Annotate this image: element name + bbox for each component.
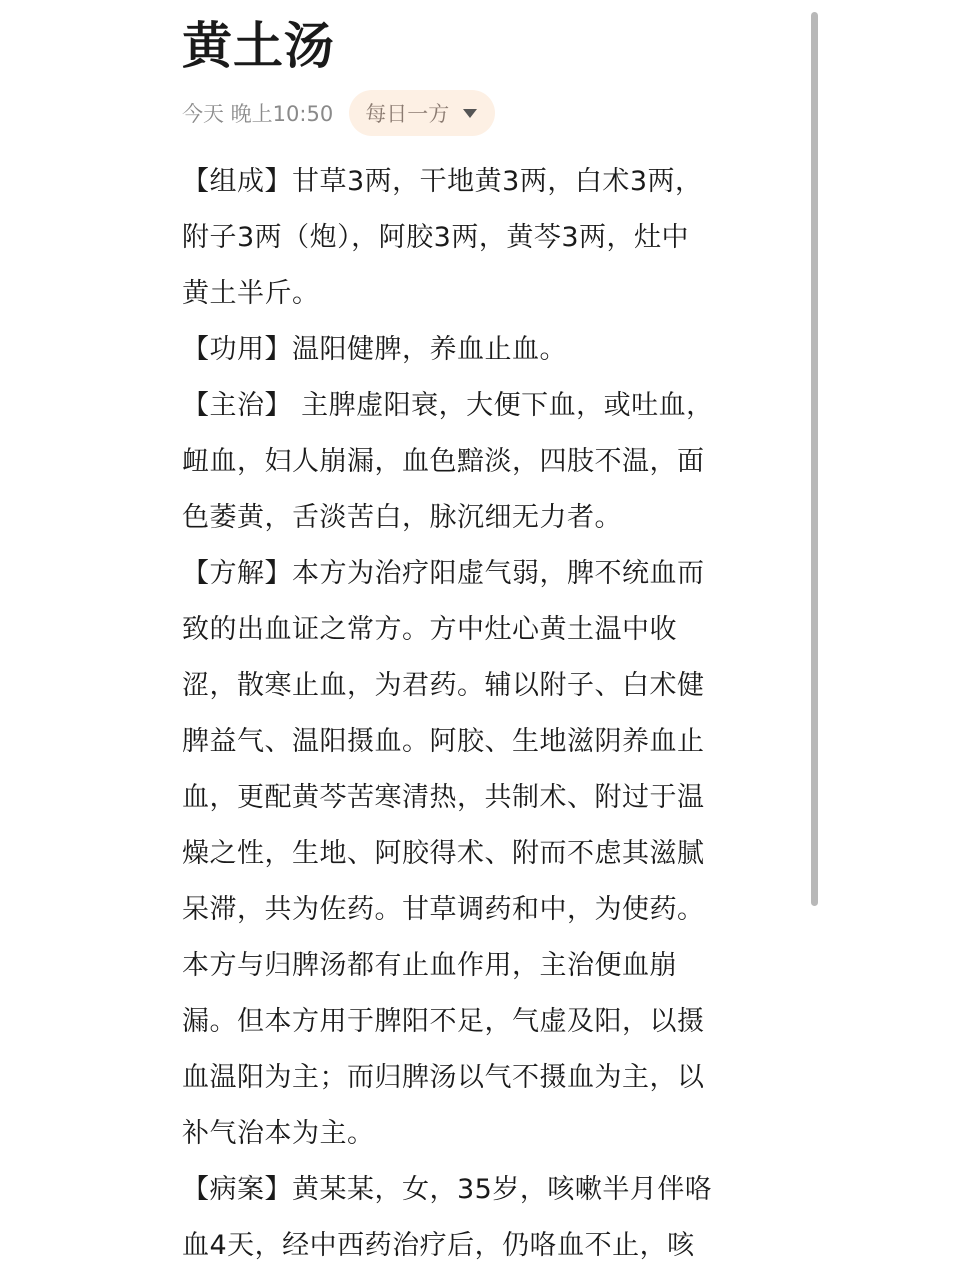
text-line: 漏。但本方用于脾阳不足，气虚及阳，以摄 bbox=[182, 1006, 705, 1037]
topic-tag-label: 每日一方 bbox=[365, 102, 450, 126]
text-line: 黄土半斤。 bbox=[182, 278, 320, 309]
text-line: 脾益气、温阳摄血。阿胶、生地滋阴养血止 bbox=[182, 726, 705, 757]
post-time: 今天 晚上10:50 bbox=[182, 102, 334, 126]
text-line: 燥之性，生地、阿胶得术、附而不虑其滋腻 bbox=[182, 838, 705, 869]
text-line: 呆滞，共为佐药。甘草调药和中，为使药。 bbox=[182, 894, 705, 925]
scrollbar[interactable] bbox=[811, 12, 818, 906]
text-line: 血，更配黄芩苦寒清热，共制术、附过于温 bbox=[182, 782, 705, 813]
text-line: 【功用】温阳健脾，养血止血。 bbox=[182, 334, 567, 365]
text-line: 本方与归脾汤都有止血作用，主治便血崩 bbox=[182, 950, 677, 981]
text-line: 附子3两（炮），阿胶3两，黄芩3两，灶中 bbox=[182, 222, 690, 253]
text-line: 衄血，妇人崩漏，血色黯淡，四肢不温，面 bbox=[182, 446, 705, 477]
text-line: 【主治】 主脾虚阳衰，大便下血，或吐血， bbox=[182, 390, 714, 421]
caret-down-icon bbox=[463, 109, 477, 118]
article-meta bbox=[182, 90, 495, 136]
text-line: 【方解】本方为治疗阳虚气弱，脾不统血而 bbox=[182, 558, 705, 589]
text-line: 【组成】甘草3两，干地黄3两，白术3两， bbox=[182, 166, 703, 197]
topic-tag-dropdown[interactable] bbox=[349, 90, 495, 136]
article-body bbox=[182, 154, 782, 1274]
text-line: 涩，散寒止血，为君药。辅以附子、白术健 bbox=[182, 670, 705, 701]
text-line: 色萎黄，舌淡苦白，脉沉细无力者。 bbox=[182, 502, 622, 533]
text-line: 血温阳为主；而归脾汤以气不摄血为主，以 bbox=[182, 1062, 705, 1093]
text-line: 【病案】黄某某，女，35岁，咳嗽半月伴咯 bbox=[182, 1174, 713, 1205]
text-line: 致的出血证之常方。方中灶心黄土温中收 bbox=[182, 614, 677, 645]
text-line: 补气治本为主。 bbox=[182, 1118, 375, 1149]
text-line: 血4天，经中西药治疗后，仍咯血不止，咳 bbox=[182, 1230, 695, 1261]
article-title: 黄土汤 bbox=[182, 17, 335, 75]
